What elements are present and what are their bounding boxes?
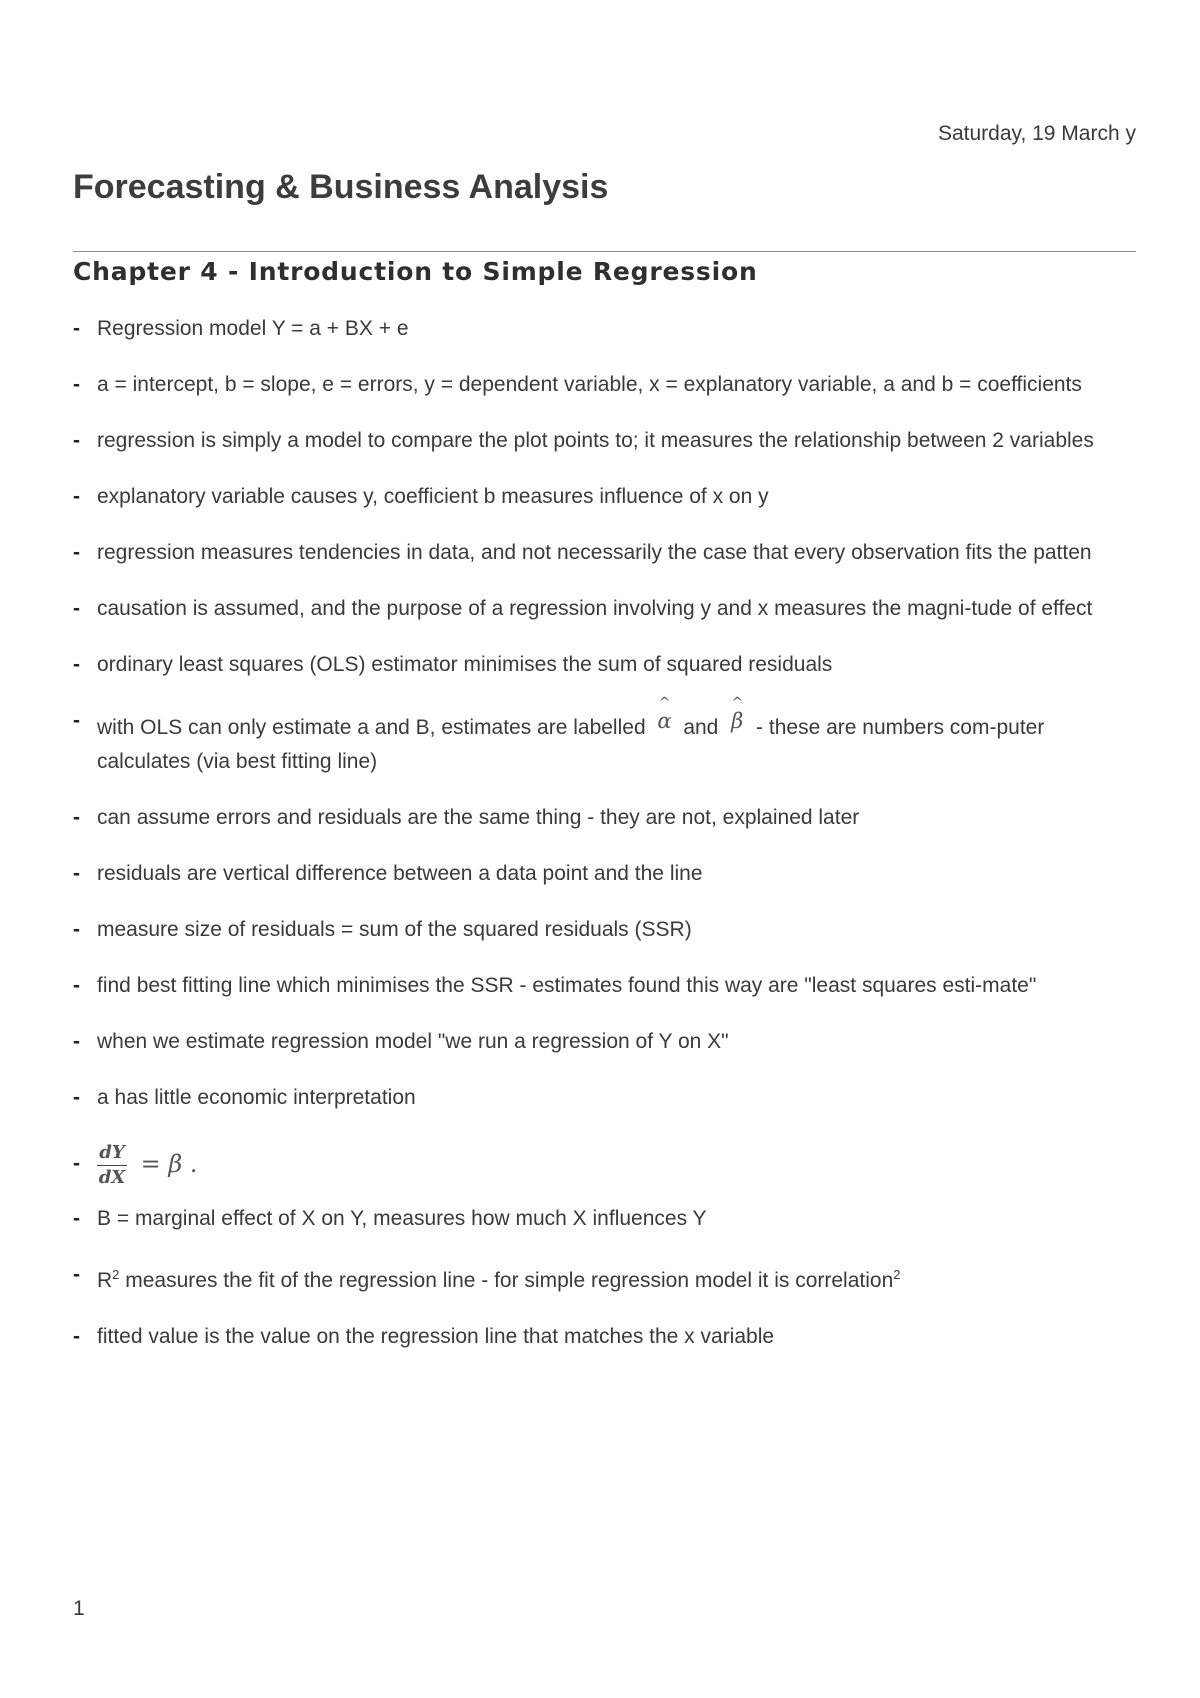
- bullet-dash: -: [73, 317, 80, 340]
- bullet-dash: -: [73, 862, 80, 885]
- bullet-dash: -: [73, 541, 80, 564]
- bullet-dash: -: [73, 1263, 80, 1286]
- list-item-text: Regression model Y = a + BX + e: [97, 317, 409, 340]
- list-item-text: measures the fit of the regression line - for simple regression model it is correlation: [125, 1269, 894, 1292]
- list-item-text: B = marginal effect of X on Y, measures how much X influences Y: [97, 1207, 707, 1230]
- list-item: [73, 969, 1143, 1003]
- list-item: [73, 801, 1143, 835]
- list-item-text: fitted value is the value on the regression line that matches the x variable: [97, 1325, 775, 1348]
- formula-rhs: = β .: [140, 1150, 198, 1178]
- bullet-dash: -: [73, 597, 80, 620]
- list-item-text: and: [683, 716, 719, 739]
- bullet-dash: -: [73, 653, 80, 676]
- list-item-text: a = intercept, b = slope, e = errors, y = dependent variable, x = explanatory variable, a and b = coefficients: [97, 373, 1082, 396]
- list-item-text: can assume errors and residuals are the same thing - they are not, explained later: [97, 806, 860, 829]
- list-item: [73, 648, 1143, 682]
- bullet-dash: -: [73, 1030, 80, 1053]
- page-number: 1: [73, 1597, 85, 1620]
- list-item: [73, 857, 1143, 891]
- list-item-text: - these are numbers com-puter calculates (via best fitting line): [97, 716, 1045, 773]
- bullet-dash: -: [73, 1207, 80, 1230]
- bullet-dash: -: [73, 918, 80, 941]
- derivative-formula: [97, 1143, 198, 1188]
- list-item-text: ordinary least squares (OLS) estimator minimises the sum of squared residuals: [97, 653, 833, 676]
- bullet-dash: -: [73, 806, 80, 829]
- list-item-ols-estimates: [73, 695, 1143, 779]
- list-item: [73, 1202, 1143, 1236]
- list-item: [73, 1081, 1143, 1115]
- list-item-text: with OLS can only estimate a and B, estimates are labelled: [97, 716, 646, 739]
- chapter-heading: Chapter 4 - Introduction to Simple Regression: [73, 257, 758, 286]
- list-item: [73, 1025, 1143, 1059]
- fraction: [97, 1143, 127, 1188]
- r-symbol: R: [97, 1269, 113, 1292]
- list-item-text: find best fitting line which minimises the SSR - estimates found this way are "least squares esti-mate": [97, 974, 1037, 997]
- bullet-dash: -: [73, 429, 80, 452]
- bullet-dash: -: [73, 1086, 80, 1109]
- list-item: [73, 913, 1143, 947]
- bullet-dash: -: [73, 974, 80, 997]
- page-title: Forecasting & Business Analysis: [73, 168, 609, 206]
- list-item-text: residuals are vertical difference between a data point and the line: [97, 862, 703, 885]
- list-item: [73, 1320, 1143, 1354]
- list-item-text: when we estimate regression model "we run a regression of Y on X": [97, 1030, 729, 1053]
- list-item: [73, 536, 1143, 570]
- list-item: [73, 312, 1143, 346]
- list-item-derivative-formula: [73, 1131, 1143, 1188]
- superscript: 2: [112, 1267, 120, 1282]
- title-divider: [73, 251, 1136, 252]
- bullet-dash: -: [73, 485, 80, 508]
- list-item-text: a has little economic interpretation: [97, 1086, 416, 1109]
- list-item-text: explanatory variable causes y, coefficient b measures influence of x on y: [97, 485, 769, 508]
- bullet-dash: -: [73, 709, 80, 732]
- list-item-text: causation is assumed, and the purpose of a regression involving y and x measures the magni-tude of effect: [97, 597, 1093, 620]
- fraction-numerator: dY: [99, 1142, 125, 1163]
- notes-list: [73, 312, 1143, 1376]
- note-date: Saturday, 19 March y: [937, 122, 1136, 145]
- fraction-denominator: dX: [98, 1167, 126, 1188]
- list-item: [73, 480, 1143, 514]
- list-item-r-squared: [73, 1258, 1143, 1298]
- bullet-dash: -: [73, 1152, 80, 1175]
- bullet-dash: -: [73, 1325, 80, 1348]
- list-item-text: regression is simply a model to compare the plot points to; it measures the relationship between 2 variables: [97, 429, 1094, 452]
- list-item-text: regression measures tendencies in data, and not necessarily the case that every observation fits the patten: [97, 541, 1092, 564]
- list-item: [73, 424, 1143, 458]
- superscript: 2: [893, 1267, 901, 1282]
- beta-hat-symbol: ^ β: [731, 695, 744, 733]
- list-item: [73, 368, 1143, 402]
- fraction-bar: [97, 1165, 127, 1166]
- list-item: [73, 592, 1143, 626]
- list-item-text: measure size of residuals = sum of the squared residuals (SSR): [97, 918, 692, 941]
- alpha-hat-symbol: ^ α: [657, 695, 672, 733]
- bullet-dash: -: [73, 373, 80, 396]
